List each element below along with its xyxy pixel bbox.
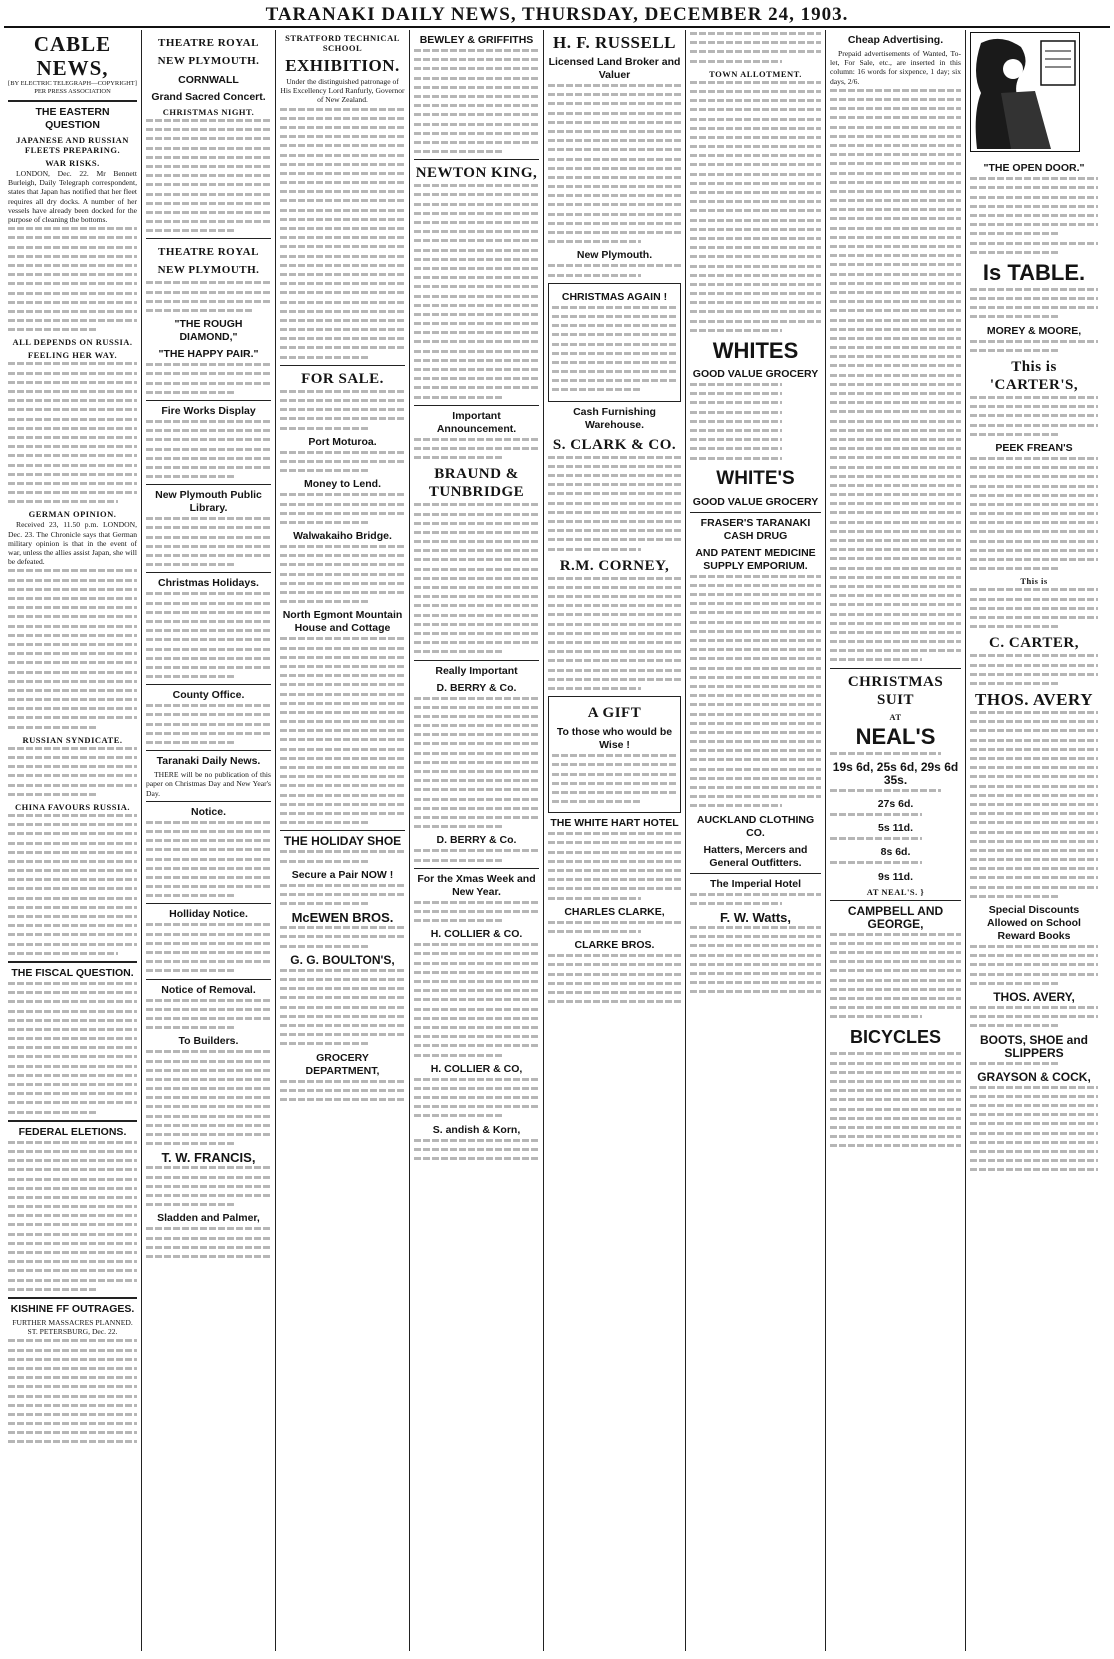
avery-heading: THOS. AVERY [975,690,1093,710]
divider [146,979,271,980]
divider [8,1120,137,1122]
text-block [552,754,677,803]
text-block [146,517,271,566]
sladden-heading: Sladden and Palmer, [157,1212,260,1225]
grocery-heading: GROCERY DEPARTMENT, [305,1051,380,1077]
auckland-clothing-heading: AUCKLAND CLOTHING CO. [696,813,815,839]
bewley-heading: BEWLEY & GRIFFITHS [419,34,534,46]
clark-heading: S. CLARK & CO. [552,436,677,453]
cheap-advertising-heading: Cheap Advertising. [847,34,944,46]
good-value-heading: GOOD VALUE GROCERY [692,368,819,380]
text-block [414,1139,539,1160]
holiday-shoe-heading: THE HOLIDAY SHOE [283,834,402,849]
text-block [548,84,681,243]
article-text: LONDON, Dec. 22. Mr Bennett Burleigh, Daily Telegraph correspondent, states that Japan has notified that her fleet requires all dry docks. A number of her vessels have already been docked for the purpose of cleaning the bottoms. [8,169,137,225]
text-block [146,363,271,394]
divider [690,873,821,874]
columns [4,30,1110,1651]
price-27s: 27s 6d. [877,798,914,810]
at-label: AT [889,711,902,722]
russian-syndicate-heading: RUSSIAN SYNDICATE. [22,734,123,745]
divider [280,365,405,366]
berry-heading: D. BERRY & Co. [436,681,517,694]
text-block [8,569,137,728]
berry-heading-2: D. BERRY & Co. [436,834,517,847]
corney-heading: R.M. CORNEY, [559,557,670,574]
price-9s: 9s 11d. [877,870,914,883]
text-block [414,697,539,829]
money-to-lend-heading: Money to Lend. [304,478,381,491]
kishineff-heading: KISHINE FF OUTRAGES. [10,1302,135,1315]
christmas-holidays-heading: Christmas Holidays. [158,577,259,590]
text-block [548,456,681,551]
open-door-illustration [970,32,1080,152]
text-block [280,850,405,862]
white-hart-heading: THE WHITE HART HOTEL [550,817,679,830]
text-block [690,893,821,905]
xmas-week-heading: For the Xmas Week and New Year. [417,872,536,898]
land-broker-heading: Licensed Land Broker and Valuer [548,56,681,81]
divider [690,512,821,513]
fiscal-question-heading: THE FISCAL QUESTION. [11,966,134,979]
table-heading: Is TABLE. [982,259,1086,285]
special-discounts-heading: Special Discounts Allowed on School Reward Books [987,904,1081,943]
whites-heading: WHITES [712,338,799,363]
column-8 [966,30,1102,1651]
text-block [280,884,405,905]
cheap-advertising-text: Prepaid advertisements of Wanted, To-let, For Sale, etc., are inserted in this column: 16 words for sixpence, 1 day; six days, 2/6. [830,49,961,86]
gift-ad [548,696,681,813]
column-1 [4,30,142,1651]
newton-king-heading: NEWTON KING, [415,165,538,182]
text-block [414,943,539,1056]
text-block [146,1166,271,1206]
carters-heading: This is 'CARTER'S, [989,359,1079,394]
text-block [146,821,271,898]
text-block [280,451,405,472]
cable-news-subtitle: [BY ELECTRIC TELEGRAPH—COPYRIGHT] PER PRESS ASSOCIATION [8,80,137,95]
text-block [414,49,539,153]
text-block [970,396,1098,436]
bicycles-heading: BICYCLES [849,1027,941,1048]
text-block [690,575,821,808]
wise-heading: To those who would be Wise ! [556,726,673,752]
text-block [146,1227,271,1258]
column-2 [142,30,276,1651]
notice-heading: Notice. [190,805,226,818]
port-moturoa-heading: Port Moturoa. [308,435,377,448]
braund-heading: BRAUND & TUNBRIDGE [428,466,525,501]
cash-warehouse-heading: Cash Furnishing Warehouse. [573,405,656,431]
text-block [414,184,539,398]
text-block [830,813,961,816]
text-block [8,362,137,503]
text-block [280,390,405,430]
text-block [280,493,405,524]
text-block [690,383,821,460]
text-block [414,1078,539,1118]
war-risks-heading: WAR RISKS. [45,158,100,168]
text-block [280,926,405,947]
theatre-royal-heading-2: THEATRE ROYAL NEW PLYMOUTH. [157,246,260,277]
divider [146,572,271,573]
text-block [970,1006,1098,1027]
hatters-heading: Hatters, Mercers and General Outfitters. [703,843,808,869]
carter-heading: C. CARTER, [989,635,1079,652]
text-block [970,1086,1098,1172]
masthead: TARANAKI DAILY NEWS, THURSDAY, DECEMBER 24, 1903. [4,4,1110,28]
divider [146,750,271,751]
sandish-heading: S. andish & Korn, [432,1123,521,1136]
neals-heading: NEAL'S [855,723,936,749]
text-block [146,923,271,972]
divider [146,484,271,485]
text-block [146,281,271,312]
divider [414,405,539,406]
eastern-question-heading: THE EASTERN QUESTION [35,106,110,131]
collier-heading-2: H. COLLIER & CO, [430,1062,523,1075]
divider [414,159,539,160]
francis-heading: T. W. FRANCIS, [161,1150,256,1166]
text-block [830,89,961,662]
price-5s: 5s 11d. [877,822,914,835]
russell-heading: H. F. RUSSELL [552,33,677,52]
feeling-her-way-heading: FEELING HER WAY. [27,350,118,361]
divider [146,238,271,239]
peek-frean-heading: PEEK FREAN'S [995,441,1073,454]
divider [414,868,539,869]
cornwall-heading: CORNWALL [178,74,239,86]
text-block [970,457,1098,570]
gift-heading: A GIFT [587,705,642,722]
text-block [146,999,271,1030]
notice-of-removal-heading: Notice of Removal. [161,983,256,996]
stratford-school-heading: STRATFORD TECHNICAL SCHOOL [285,33,400,53]
whites-heading-2: WHITE'S [716,467,795,489]
christmas-again-ad [548,283,681,402]
text-block [970,242,1098,254]
text-block [8,1339,137,1443]
grayson-heading: GRAYSON & COCK, [977,1069,1091,1084]
divider [8,100,137,102]
all-depends-heading: ALL DEPENDS ON RUSSIA. [12,337,133,348]
suit-prices: 19s 6d, 25s 6d, 29s 6d 35s. [832,759,959,787]
column-5 [544,30,686,1651]
text-block [970,945,1098,985]
theatre-royal-heading: THEATRE ROYAL NEW PLYMOUTH. [157,37,260,67]
text-block [8,227,137,331]
to-builders-heading: To Builders. [178,1035,239,1048]
this-is-label: This is [1020,576,1048,587]
sacred-concert-heading: Grand Sacred Concert. [151,91,266,103]
morey-heading: MOREY & MOORE, [986,324,1082,337]
exhibition-heading: EXHIBITION. [285,56,400,75]
secure-pair-heading: Secure a Pair NOW ! [291,868,394,881]
county-office-heading: County Office. [172,689,245,702]
taranaki-daily-news-heading: Taranaki Daily News. [156,755,261,768]
divider [146,400,271,401]
german-opinion-heading: GERMAN OPINION. [28,509,117,520]
text-block [414,503,539,653]
divider [146,801,271,802]
bridge-heading: Walwakaiho Bridge. [293,530,392,543]
text-block [548,264,681,276]
egmont-heading: North Egmont Mountain House and Cottage [282,609,403,635]
notice-text: THERE will be no publication of this paper on Christmas Day and New Year's Day. [146,770,271,798]
text-block [146,704,271,744]
text-block [8,747,137,796]
article-text: FURTHER MASSACRES PLANNED. ST. PETERSBURG, Dec. 22. [12,1317,133,1337]
text-block [8,1141,137,1291]
text-block [830,789,961,792]
text-block [548,577,681,690]
for-sale-heading: FOR SALE. [301,370,384,387]
holliday-notice-heading: Holliday Notice. [169,908,248,921]
text-block [690,81,821,332]
divider [280,830,405,831]
exhibition-text: Under the distinguished patronage of His Excellency Lord Ranfurly, Governor of New Zealand. [280,77,405,105]
divider [830,900,961,901]
text-block [970,588,1098,628]
new-plymouth-heading: New Plymouth. [576,249,653,262]
avery-heading-2: THOS. AVERY, [993,989,1075,1004]
mcewen-heading: McEWEN BROS. [291,910,394,926]
collier-heading: H. COLLIER & CO. [430,928,523,941]
divider [8,1297,137,1299]
text-block [970,340,1098,352]
christmas-night-heading: CHRISTMAS NIGHT. [162,107,255,117]
price-8s: 8s 6d. [880,846,911,859]
text-block [414,849,539,861]
watts-heading: F. W. Watts, [719,909,792,925]
really-important-heading: Really Important [435,664,518,677]
column-4 [410,30,544,1651]
cable-news-title: CABLE NEWS, [33,32,112,80]
text-block [830,933,961,1019]
boulton-heading: G. G. BOULTON'S, [290,952,395,967]
text-block [970,288,1098,319]
china-favours-heading: CHINA FAVOURS RUSSIA. [14,801,131,812]
town-allotment-heading: TOWN ALLOTMENT. [709,68,802,79]
text-block [552,306,677,392]
text-block [146,420,271,478]
library-heading: New Plymouth Public Library. [155,489,262,515]
text-block [970,711,1098,898]
column-3 [276,30,410,1651]
text-block [414,438,539,459]
divider [8,961,137,963]
fraser-heading-2: AND PATENT MEDICINE SUPPLY EMPORIUM. [695,546,816,572]
column-7 [826,30,966,1651]
text-block [280,1080,405,1101]
fireworks-heading: Fire Works Display [161,404,256,417]
text-block [414,901,539,922]
divider [414,660,539,661]
text-block [970,1062,1098,1065]
text-block [830,861,961,864]
text-block [280,545,405,603]
text-block [548,832,681,899]
campbell-heading: CAMPBELL AND GEORGE, [847,903,944,931]
divider [146,684,271,685]
boots-heading: BOOTS, SHOE and SLIPPERS [979,1032,1088,1060]
text-block [280,637,405,824]
text-block [548,954,681,1003]
text-block [146,592,271,678]
text-block [8,814,137,955]
text-block [970,177,1098,235]
text-block [690,32,821,63]
federal-elections-heading: FEDERAL ELETIONS. [18,1125,127,1138]
divider [830,668,961,669]
fraser-heading: FRASER'S TARANAKI CASH DRUG [700,516,811,542]
christmas-suit-heading: CHRISTMAS SUIT [847,673,944,708]
imperial-hotel-heading: The Imperial Hotel [709,877,802,890]
text-block [690,926,821,993]
newspaper-page [4,4,1110,1651]
text-block [146,1050,271,1145]
at-neals-label: AT NEAL'S. } [866,886,925,897]
open-door-heading: "THE OPEN DOOR." [983,162,1085,175]
text-block [970,654,1098,685]
good-value-heading-2: GOOD VALUE GROCERY [692,495,819,508]
column-6 [686,30,826,1651]
clarke-bros-heading: CLARKE BROS. [574,939,655,952]
text-block [830,1052,961,1147]
rough-diamond-heading: "THE ROUGH DIAMOND," [174,318,243,344]
article-text: Received 23, 11.50 p.m. LONDON, Dec. 23. The Chronicle says that German military opinion is that in the event of war, unless the allies assist Japan, she will be defeated. [8,520,137,567]
important-announcement-heading: Important Announcement. [436,409,517,435]
happy-pair-heading: "THE HAPPY PAIR." [158,348,259,361]
text-block [548,921,681,933]
text-block [830,752,961,755]
charles-clarke-heading: CHARLES CLARKE, [564,905,665,918]
japanese-fleets-heading: JAPANESE AND RUSSIAN FLEETS PREPARING. [16,135,129,155]
divider [146,903,271,904]
text-block [280,108,405,359]
christmas-again-heading: CHRISTMAS AGAIN ! [561,290,668,303]
text-block [280,969,405,1046]
text-block [8,982,137,1114]
text-block [146,119,271,232]
text-block [830,837,961,840]
